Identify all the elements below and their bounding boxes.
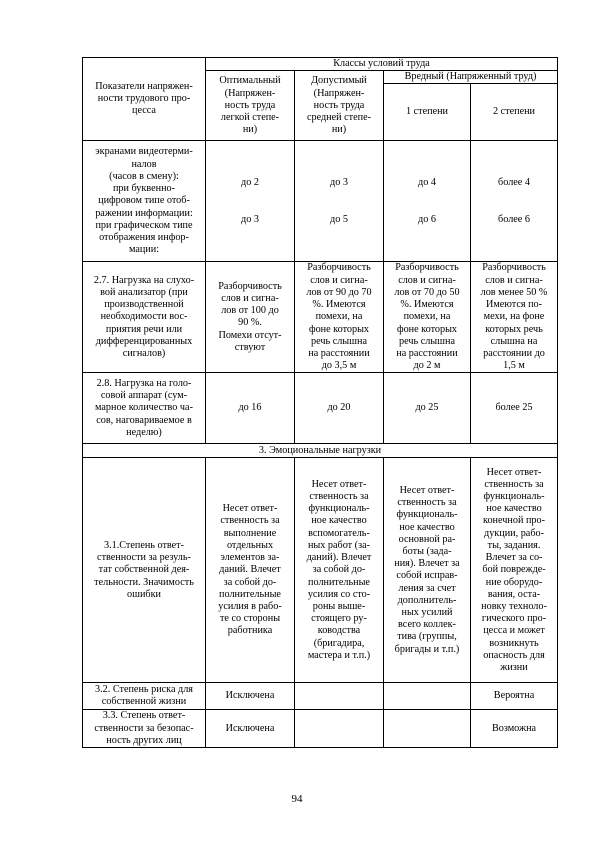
indicators-header: Показатели напряжен- ности трудового про- цесса bbox=[83, 58, 206, 141]
auditory-load-degree1: Разборчивость слов и сигна- лов от 70 до 50 %. Имеются помехи, на фоне которых речь слышна на расстоянии до 2 м bbox=[384, 262, 471, 373]
vdt-degree2: более 4 более 6 bbox=[471, 141, 558, 262]
header-row-1 bbox=[83, 58, 558, 71]
responsibility-degree1: Несет ответ- ственность за функциональ- ное качество основной ра- боты (зада- ния). Влечет за собой исправ- ления за счет дополнитель- ных усилий всего коллек- тива (группы, бригады и т.п.) bbox=[384, 458, 471, 683]
vdt-degree1: до 4 до 6 bbox=[384, 141, 471, 262]
auditory-load-optimal: Разборчивость слов и сигна- лов от 100 до 90 %. Помехи отсут- ствуют bbox=[206, 262, 295, 373]
others-safety-degree1 bbox=[384, 710, 471, 748]
auditory-load-label: 2.7. Нагрузка на слухо- вой анализатор (при производственной необходимости вос- приятия речи или дифференцированных сигналов) bbox=[83, 262, 206, 373]
own-life-risk-optimal: Исключена bbox=[206, 683, 295, 710]
vdt-acceptable: до 3 до 5 bbox=[295, 141, 384, 262]
degree-1-header: 1 степени bbox=[384, 84, 471, 141]
table-row bbox=[83, 458, 558, 683]
table-row bbox=[83, 683, 558, 710]
voice-load-degree1: до 25 bbox=[384, 373, 471, 444]
own-life-risk-degree2: Вероятна bbox=[471, 683, 558, 710]
table-row bbox=[83, 710, 558, 748]
own-life-risk-label: 3.2. Степень риска для собственной жизни bbox=[83, 683, 206, 710]
responsibility-degree2: Несет ответ- ственность за функциональ- ное качество конечной про- дукции, рабо- ты, задания. Влечет за со- бой поврежде- ние оборудо- вания, оста- новку техноло- гического про- цесса и может возникнуть опасность для жизни bbox=[471, 458, 558, 683]
table-row bbox=[83, 262, 558, 373]
own-life-risk-degree1 bbox=[384, 683, 471, 710]
others-safety-acceptable bbox=[295, 710, 384, 748]
responsibility-acceptable: Несет ответ- ственность за функциональ- ное качество вспомогатель- ных работ (за- даний). Влечет за собой до- полнительные усилия со сто- роны выше- стоящего ру- ководства (бригадира, мастера и т.п.) bbox=[295, 458, 384, 683]
working-conditions-table bbox=[82, 57, 558, 748]
others-safety-degree2: Возможна bbox=[471, 710, 558, 748]
voice-load-acceptable: до 20 bbox=[295, 373, 384, 444]
others-safety-label: 3.3. Степень ответ- ственности за безопас- ность других лиц bbox=[83, 710, 206, 748]
vdt-optimal: до 2 до 3 bbox=[206, 141, 295, 262]
responsibility-label: 3.1.Степень ответ- ственности за резуль- тат собственной дея- тельности. Значимость ошибки bbox=[83, 458, 206, 683]
section-3-heading: 3. Эмоциональные нагрузки bbox=[83, 444, 558, 458]
section-row bbox=[83, 444, 558, 458]
voice-load-optimal: до 16 bbox=[206, 373, 295, 444]
optimal-header: Оптимальный (Напряжен- ность труда легкой степе- ни) bbox=[206, 71, 295, 141]
table-row bbox=[83, 373, 558, 444]
degree-2-header: 2 степени bbox=[471, 84, 558, 141]
classes-header: Классы условий труда bbox=[206, 58, 558, 71]
vdt-label: экранами видеотерми- налов (часов в смену): при буквенно- цифровом типе отоб- ражении информации: при графическом типе отображения инфор- мации: bbox=[83, 141, 206, 262]
voice-load-label: 2.8. Нагрузка на голо- совой аппарат (сум- марное количество ча- сов, наговариваемое в неделю) bbox=[83, 373, 206, 444]
acceptable-header: Допустимый (Напряжен- ность труда средней степе- ни) bbox=[295, 71, 384, 141]
voice-load-degree2: более 25 bbox=[471, 373, 558, 444]
responsibility-optimal: Несет ответ- ственность за выполнение отдельных элементов за- даний. Влечет за собой до- полнительные усилия в рабо- те со стороны работника bbox=[206, 458, 295, 683]
table-row bbox=[83, 141, 558, 262]
page-number: 94 bbox=[291, 793, 303, 805]
own-life-risk-acceptable bbox=[295, 683, 384, 710]
auditory-load-degree2: Разборчивость слов и сигна- лов менее 50 % Имеются по- мехи, на фоне которых речь слышна на расстоянии до 1,5 м bbox=[471, 262, 558, 373]
others-safety-optimal: Исключена bbox=[206, 710, 295, 748]
harmful-header: Вредный (Напряженный труд) bbox=[384, 71, 558, 84]
auditory-load-acceptable: Разборчивость слов и сигна- лов от 90 до 70 %. Имеются помехи, на фоне которых речь слышна на расстоянии до 3,5 м bbox=[295, 262, 384, 373]
